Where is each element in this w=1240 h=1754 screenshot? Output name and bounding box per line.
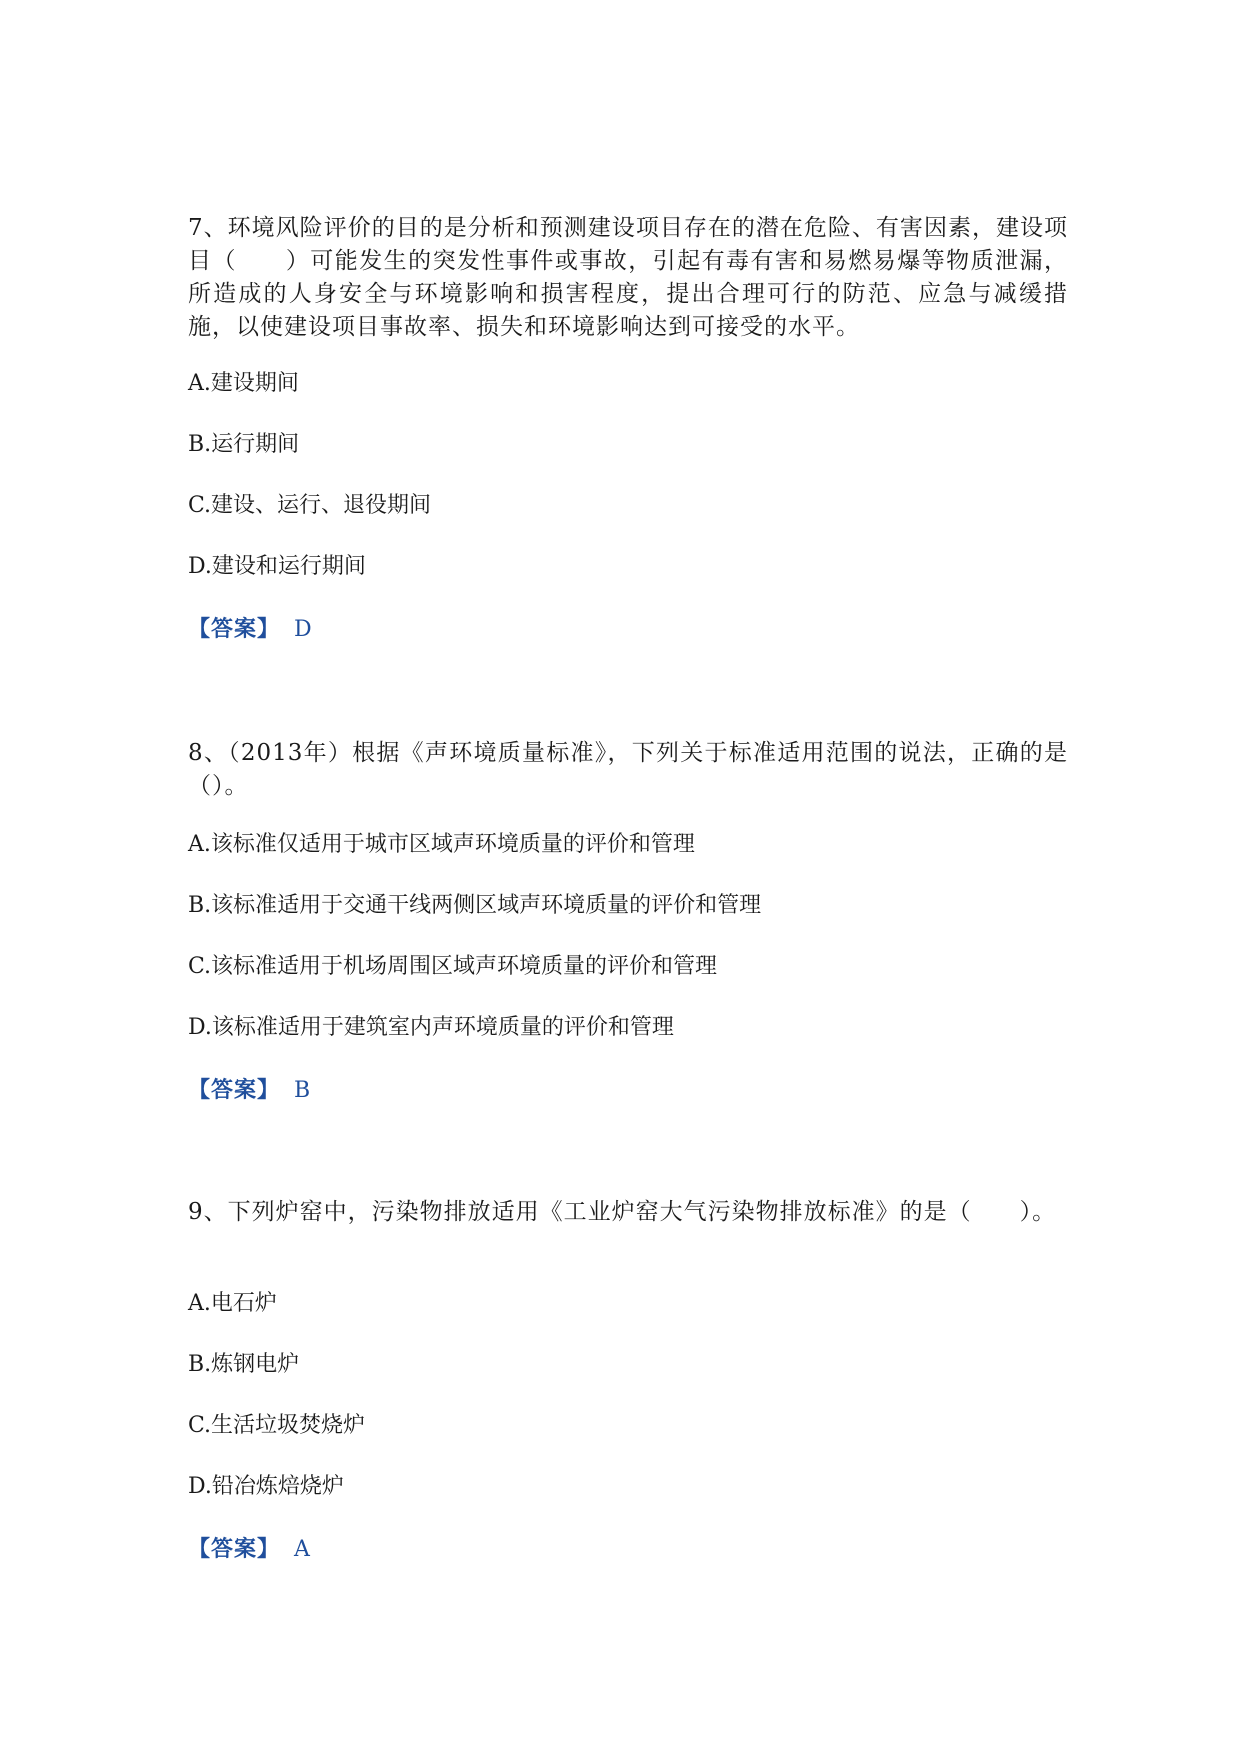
option-a: A.该标准仅适用于城市区域声环境质量的评价和管理: [188, 832, 695, 857]
question-stem: 8、（2013年）根据《声环境质量标准》，下列关于标准适用范围的说法，正确的是（）。: [188, 740, 1068, 799]
answer-label: 【答案】: [188, 1536, 281, 1562]
option-b: B.该标准适用于交通干线两侧区域声环境质量的评价和管理: [188, 893, 762, 918]
answer-line: [188, 1075, 310, 1106]
option-d: D.铅冶炼焙烧炉: [188, 1474, 344, 1499]
answer-label: 【答案】: [188, 1077, 281, 1103]
option-b: B.运行期间: [188, 432, 300, 457]
question-7: [188, 212, 1068, 642]
option-a: A.电石炉: [188, 1291, 277, 1316]
option-d: D.该标准适用于建筑室内声环境质量的评价和管理: [188, 1015, 674, 1040]
answer-label: 【答案】: [188, 616, 281, 642]
option-a: A.建设期间: [188, 371, 299, 396]
option-c: C.该标准适用于机场周围区域声环境质量的评价和管理: [188, 954, 718, 979]
answer-value: B: [294, 1078, 311, 1103]
answer-value: D: [294, 617, 312, 642]
question-stem: 7、环境风险评价的目的是分析和预测建设项目存在的潜在危险、有害因素，建设项目（ ）可能发生的突发性事件或事故，引起有毒有害和易燃易爆等物质泄漏，所造成的人身安全与环境影响和损害程度，提出合理可行的防范、应急与减缓措施，以使建设项目事故率、损失和环境影响达到可接受的水平。: [188, 215, 1068, 340]
option-b: B.炼钢电炉: [188, 1352, 300, 1377]
option-d: D.建设和运行期间: [188, 554, 366, 579]
option-c: C.建设、运行、退役期间: [188, 493, 432, 518]
option-c: C.生活垃圾焚烧炉: [188, 1413, 366, 1438]
question-8: [188, 737, 1068, 1103]
answer-line: [188, 614, 312, 645]
answer-value: A: [294, 1537, 310, 1562]
question-9: [188, 1196, 1068, 1562]
question-stem: 9、下列炉窑中，污染物排放适用《工业炉窑大气污染物排放标准》的是（ ）。: [188, 1199, 1057, 1225]
answer-line: [188, 1534, 310, 1565]
